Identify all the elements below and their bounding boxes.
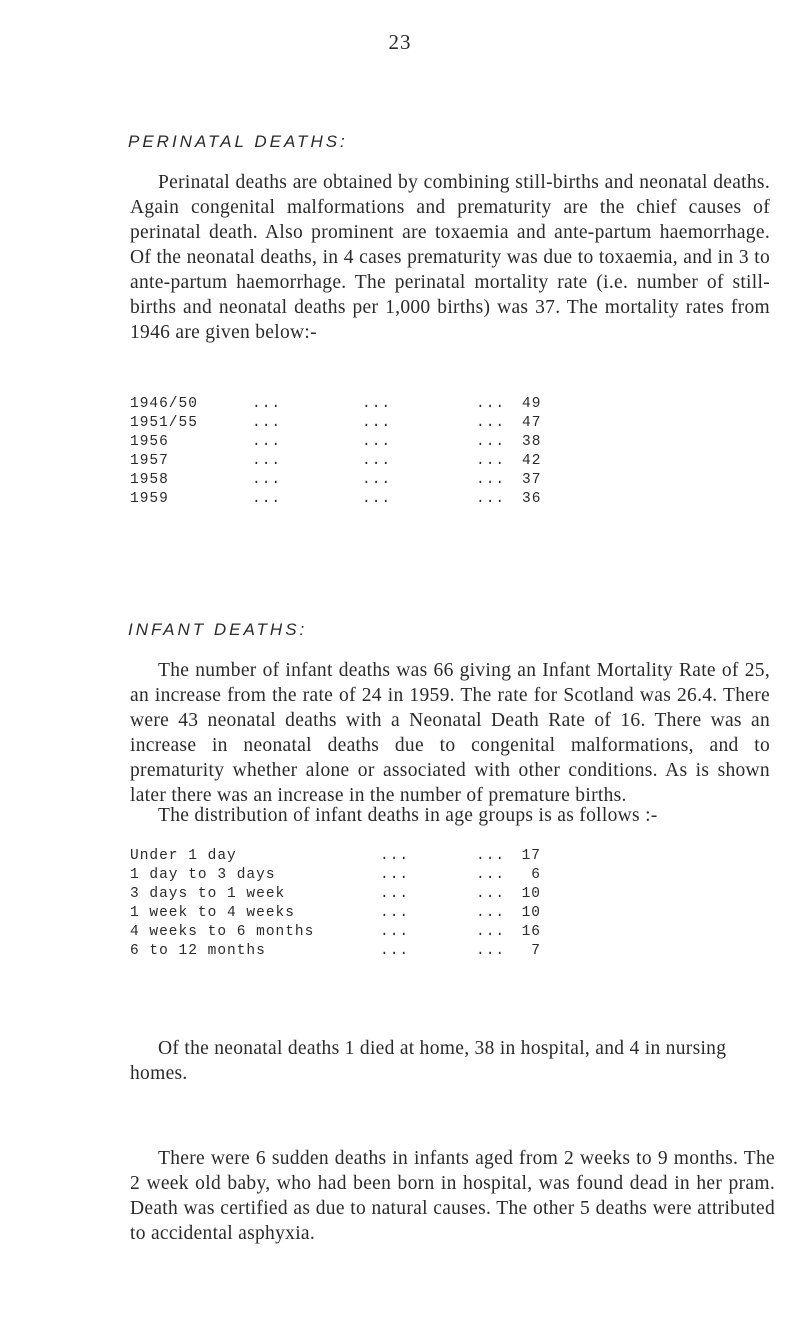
leader-dots: ... <box>362 472 392 488</box>
table-row <box>130 867 690 886</box>
rate-value: 47 <box>522 415 542 431</box>
leader-dots: ... <box>252 434 282 450</box>
leader-dots: ... <box>362 453 392 469</box>
table-row <box>130 848 690 867</box>
leader-dots: ... <box>380 848 410 864</box>
leader-dots: ... <box>252 491 282 507</box>
rate-value: 38 <box>522 434 542 450</box>
age-label: Under 1 day <box>130 848 237 864</box>
leader-dots: ... <box>362 491 392 507</box>
deaths-value: 10 <box>521 905 541 921</box>
leader-dots: ... <box>476 867 506 883</box>
age-label: 1 day to 3 days <box>130 867 276 883</box>
perinatal-deaths-heading: PERINATAL DEATHS: <box>128 132 348 151</box>
rate-value: 37 <box>522 472 542 488</box>
age-label: 1 week to 4 weeks <box>130 905 295 921</box>
distribution-intro: The distribution of infant deaths in age groups is as follows :- <box>158 805 658 826</box>
age-groups-table <box>130 848 690 962</box>
deaths-value: 10 <box>521 886 541 902</box>
infant-deaths-heading: INFANT DEATHS: <box>128 620 308 639</box>
deaths-value: 16 <box>521 924 541 940</box>
leader-dots: ... <box>476 848 506 864</box>
leader-dots: ... <box>362 396 392 412</box>
age-label: 6 to 12 months <box>130 943 266 959</box>
leader-dots: ... <box>380 943 410 959</box>
deaths-value: 7 <box>531 943 541 959</box>
period-label: 1957 <box>130 453 169 469</box>
sudden-deaths-paragraph: There were 6 sudden deaths in infants aged from 2 weeks to 9 months. The 2 week old baby, who had been born in hospital, was found dead in her pram. Death was certified as due to natural causes. The other 5 deaths were attributed to accidental asphyxia. <box>130 1148 775 1244</box>
deaths-value: 17 <box>521 848 541 864</box>
leader-dots: ... <box>476 396 506 412</box>
leader-dots: ... <box>476 943 506 959</box>
rate-value: 42 <box>522 453 542 469</box>
leader-dots: ... <box>476 886 506 902</box>
age-label: 4 weeks to 6 months <box>130 924 315 940</box>
leader-dots: ... <box>380 905 410 921</box>
period-label: 1956 <box>130 434 169 450</box>
period-label: 1946/50 <box>130 396 198 412</box>
leader-dots: ... <box>476 905 506 921</box>
infant-paragraph: The number of infant deaths was 66 giving an Infant Mortality Rate of 25, an increase from the rate of 24 in 1959. The rate for Scotland was 26.4. There were 43 neonatal deaths with a Neonatal Death Rate of 16. There was an increase in neonatal deaths due to congenital malformations, and to prematurity whether alone or associated with other conditions. As is shown later there was an increase in the number of premature births. <box>130 660 770 806</box>
table-row <box>130 396 690 415</box>
page-number: 23 <box>388 30 412 54</box>
leader-dots: ... <box>476 453 506 469</box>
leader-dots: ... <box>380 867 410 883</box>
leader-dots: ... <box>252 453 282 469</box>
leader-dots: ... <box>362 434 392 450</box>
perinatal-rates-table <box>130 396 690 510</box>
leader-dots: ... <box>476 491 506 507</box>
table-row <box>130 453 690 472</box>
deaths-value: 6 <box>531 867 541 883</box>
table-row <box>130 886 690 905</box>
leader-dots: ... <box>380 886 410 902</box>
leader-dots: ... <box>252 472 282 488</box>
table-row <box>130 905 690 924</box>
table-row <box>130 434 690 453</box>
table-row <box>130 415 690 434</box>
leader-dots: ... <box>252 415 282 431</box>
period-label: 1951/55 <box>130 415 198 431</box>
rate-value: 36 <box>522 491 542 507</box>
leader-dots: ... <box>362 415 392 431</box>
leader-dots: ... <box>476 924 506 940</box>
leader-dots: ... <box>476 415 506 431</box>
table-row <box>130 924 690 943</box>
leader-dots: ... <box>252 396 282 412</box>
leader-dots: ... <box>476 472 506 488</box>
leader-dots: ... <box>476 434 506 450</box>
rate-value: 49 <box>522 396 542 412</box>
period-label: 1958 <box>130 472 169 488</box>
neonatal-location-paragraph: Of the neonatal deaths 1 died at home, 38 in hospital, and 4 in nursing homes. <box>130 1038 727 1084</box>
table-row <box>130 472 690 491</box>
perinatal-paragraph: Perinatal deaths are obtained by combining still-births and neonatal deaths. Again congenital malformations and prematurity are the chief causes of perinatal death. Also prominent are toxaemia and ante-partum haemorrhage. Of the neonatal deaths, in 4 cases prematurity was due to toxaemia, and in 3 to ante-partum haemorrhage. The perinatal mortality rate (i.e. number of still-births and neonatal deaths per 1,000 births) was 37. The mortality rates from 1946 are given below:- <box>130 172 770 343</box>
leader-dots: ... <box>380 924 410 940</box>
period-label: 1959 <box>130 491 169 507</box>
table-row <box>130 491 690 510</box>
table-row <box>130 943 690 962</box>
age-label: 3 days to 1 week <box>130 886 286 902</box>
